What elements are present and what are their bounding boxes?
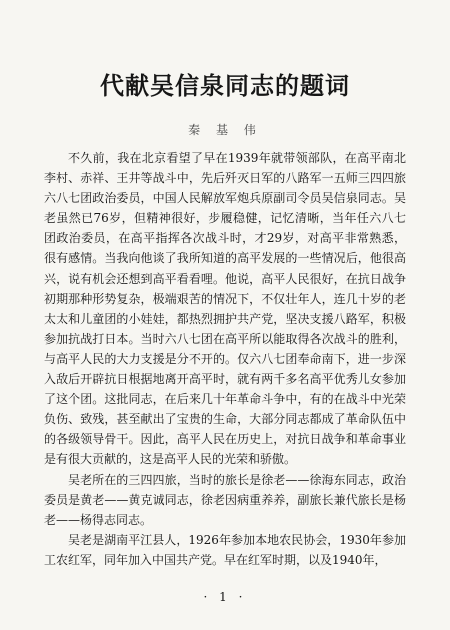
page-number: · 1 ·	[203, 590, 247, 604]
paragraph: 不久前，我在北京看望了早在1939年就带领部队，在高平南北李村、赤祥、王井等战斗中，先后歼灭日军的八路军一五师三四四旅六八七团政治委员，中国人民解放军炮兵原副司令员吴信泉同志。吴老虽然已76岁，但精神很好，步履稳健，记忆清晰，当年任六八七团政治委员，在高平指挥各次战斗时，才29岁，对高平非常熟悉，很有感情。当我向他谈了我所知道的高平发展的一些情况后，他很高兴，说有机会还想到高平看看哩。他说，高平人民很好，在抗日战争初期那种形势复杂，极端艰苦的情况下，不仅壮年人，连几十岁的老太太和儿童团的小娃娃，都热烈拥护共产党，坚决支援八路军，积极参加抗战打日本。当时六八七团在高平所以能取得各次战斗的胜利，与高平人民的大力支援是分不开的。仅六八七团奉命南下，进一步深入敌后开辟抗日根据地离开高平时，就有两千多名高平优秀儿女参加了这个团。这批同志，在后来几十年革命斗争中，有的在战斗中光荣负伤、致残，甚至献出了宝贵的生命，大部分同志都成了革命队伍中的各级领导骨干。因此，高平人民在历史上，对抗日战争和革命事业是有很大贡献的，这是高平人民的光荣和骄傲。	[44, 151, 406, 467]
document-title: 代献吴信泉同志的题词	[100, 72, 350, 100]
document-author: 秦 基 伟	[188, 123, 262, 137]
document-body	[44, 148, 406, 570]
paragraph: 吴老所在的三四四旅，当时的旅长是徐老——徐海东同志，政治委员是黄老——黄克诚同志，徐老因病重养养，副旅长兼代旅长是杨老——杨得志同志。	[44, 472, 406, 527]
paragraph: 吴老是湖南平江县人，1926年参加本地农民协会，1930年参加工农红军，同年加入中国共产党。早在红军时期，以及1940年，	[44, 532, 406, 567]
